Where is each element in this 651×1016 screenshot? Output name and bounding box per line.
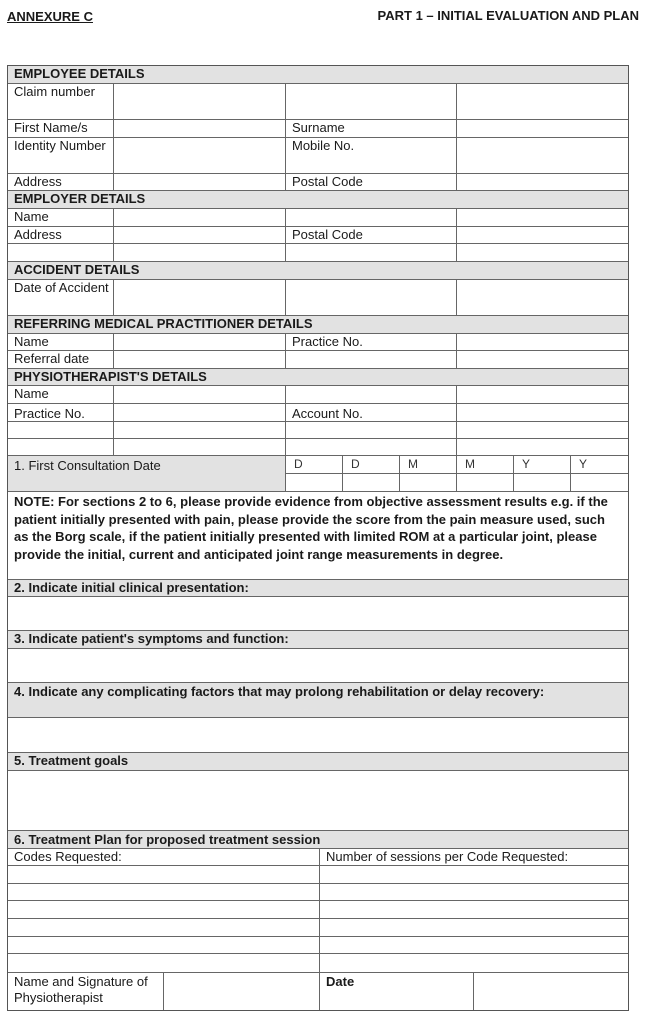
date-day-2-field[interactable] <box>342 474 399 491</box>
note-text: NOTE: For sections 2 to 6, please provide evidence from objective assessment results e.g. if the patient initially presented with pain, please provide the score from the pain measure used, such as the Borg scale, if the patient initially presented with limited ROM at a particular joint, please provide the initial, current and anticipated joint range measurements in degree. <box>14 494 608 562</box>
employer-name-label: Name <box>14 209 49 224</box>
account-no-field[interactable] <box>456 404 628 421</box>
referring-name-row <box>8 334 628 351</box>
section-5-title: 5. Treatment goals <box>14 753 129 768</box>
code-field[interactable] <box>8 937 319 953</box>
date-of-accident-label: Date of Accident <box>14 280 109 295</box>
treatment-plan-header-row <box>8 849 628 866</box>
treatment-plan-row <box>8 866 628 884</box>
code-field[interactable] <box>8 919 319 936</box>
physiotherapist-details-header <box>8 369 628 386</box>
physio-name-field[interactable] <box>113 386 285 403</box>
date-year-2-field[interactable] <box>570 474 628 491</box>
surname-field[interactable] <box>456 120 628 137</box>
referral-date-field-3[interactable] <box>456 351 628 368</box>
date-field[interactable] <box>473 973 628 1010</box>
employer-postal-code-field[interactable] <box>456 227 628 243</box>
section-title: EMPLOYER DETAILS <box>14 191 146 206</box>
codes-requested-label: Codes Requested: <box>14 849 122 864</box>
section-2-answer[interactable] <box>8 597 628 631</box>
referring-practitioner-header <box>8 316 628 334</box>
first-names-label: First Name/s <box>14 120 88 135</box>
section-4-answer[interactable] <box>8 718 628 753</box>
name-signature-field[interactable] <box>163 973 319 1010</box>
sessions-field[interactable] <box>319 954 628 972</box>
physio-blank-field-5[interactable] <box>285 439 456 455</box>
physio-blank-field-2[interactable] <box>285 422 456 438</box>
date-year-1: Y <box>513 456 570 473</box>
section-4-title: 4. Indicate any complicating factors that may prolong rehabilitation or delay recovery: <box>14 684 545 699</box>
referring-practice-no-field[interactable] <box>456 334 628 350</box>
referral-date-label: Referral date <box>14 351 90 366</box>
employer-address-label: Address <box>14 227 62 242</box>
section-title: EMPLOYEE DETAILS <box>14 66 145 81</box>
address-label: Address <box>14 174 62 189</box>
surname-label: Surname <box>285 120 456 137</box>
section-3-answer[interactable] <box>8 649 628 683</box>
employer-blank-field-2[interactable] <box>285 244 456 261</box>
sessions-field[interactable] <box>319 901 628 918</box>
employee-details-header <box>8 66 628 84</box>
section-title: REFERRING MEDICAL PRACTITIONER DETAILS <box>14 316 313 331</box>
date-year-1-field[interactable] <box>513 474 570 491</box>
signature-row <box>8 973 628 1010</box>
physio-blank-row-1 <box>8 422 628 439</box>
date-of-accident-field-3[interactable] <box>456 280 628 315</box>
referring-name-field[interactable] <box>113 334 285 350</box>
code-field[interactable] <box>8 884 319 900</box>
section-title: ACCIDENT DETAILS <box>14 262 140 277</box>
identity-number-label: Identity Number <box>14 138 106 153</box>
accident-details-header <box>8 262 628 280</box>
section-6-title: 6. Treatment Plan for proposed treatment session <box>14 832 321 847</box>
date-year-2: Y <box>570 456 628 473</box>
name-row <box>8 120 628 138</box>
postal-code-label: Postal Code <box>285 174 456 190</box>
section-2-header <box>8 580 628 597</box>
postal-code-field[interactable] <box>456 174 628 190</box>
physio-practice-row <box>8 404 628 422</box>
first-consultation-label-cell <box>8 456 285 491</box>
physio-blank-field-6[interactable] <box>456 439 628 455</box>
date-month-2-field[interactable] <box>456 474 513 491</box>
physio-name-label: Name <box>14 386 49 401</box>
treatment-plan-row <box>8 954 628 973</box>
employer-address-field[interactable] <box>113 227 285 243</box>
treatment-plan-row <box>8 937 628 954</box>
section-5-answer[interactable] <box>8 771 628 831</box>
date-day-1: D <box>285 456 342 473</box>
treatment-plan-row <box>8 919 628 937</box>
date-of-accident-field-2[interactable] <box>285 280 456 315</box>
employer-blank-field-3[interactable] <box>456 244 628 261</box>
physio-blank-field-4[interactable] <box>113 439 285 455</box>
section-3-title: 3. Indicate patient's symptoms and function: <box>14 631 289 646</box>
date-input-strip <box>285 474 628 491</box>
physio-blank-field-3[interactable] <box>456 422 628 438</box>
sessions-field[interactable] <box>319 866 628 883</box>
referring-practice-no-label: Practice No. <box>285 334 456 350</box>
code-field[interactable] <box>8 954 319 972</box>
claim-number-row <box>8 84 628 120</box>
claim-number-field-3[interactable] <box>456 84 628 119</box>
name-signature-label: Name and Signature of Physiotherapist <box>14 974 148 1005</box>
section-2-title: 2. Indicate initial clinical presentation: <box>14 580 249 595</box>
accident-date-row <box>8 280 628 316</box>
date-month-1: M <box>399 456 456 473</box>
employer-address-row <box>8 227 628 244</box>
identity-row <box>8 138 628 174</box>
employer-name-row <box>8 209 628 227</box>
section-5-header <box>8 753 628 771</box>
employer-details-header <box>8 191 628 209</box>
physio-blank-row-2 <box>8 439 628 456</box>
physio-name-row <box>8 386 628 404</box>
section-4-header <box>8 683 628 718</box>
address-field[interactable] <box>113 174 285 190</box>
date-month-2: M <box>456 456 513 473</box>
code-field[interactable] <box>8 901 319 918</box>
physio-practice-no-label: Practice No. <box>14 406 85 421</box>
employee-address-row <box>8 174 628 191</box>
mobile-no-field[interactable] <box>456 138 628 173</box>
claim-number-field-2[interactable] <box>285 84 456 119</box>
employer-blank-row <box>8 244 628 262</box>
identity-number-field[interactable] <box>113 138 285 173</box>
physio-practice-no-field[interactable] <box>113 404 285 421</box>
employer-blank-field[interactable] <box>113 244 285 261</box>
date-of-accident-field[interactable] <box>113 280 285 315</box>
date-format-strip <box>285 456 628 474</box>
evaluation-form <box>7 65 629 1011</box>
sessions-field[interactable] <box>319 919 628 936</box>
sessions-field[interactable] <box>319 937 628 953</box>
employer-name-field-2[interactable] <box>285 209 456 226</box>
code-field[interactable] <box>8 866 319 883</box>
part-title: PART 1 – INITIAL EVALUATION AND PLAN <box>377 8 639 23</box>
note-block <box>8 492 628 580</box>
first-consultation-label: 1. First Consultation Date <box>14 458 161 473</box>
sessions-field[interactable] <box>319 884 628 900</box>
referral-date-row <box>8 351 628 369</box>
first-names-field[interactable] <box>113 120 285 137</box>
treatment-plan-row <box>8 884 628 901</box>
first-consultation-row <box>8 456 628 492</box>
sessions-per-code-label: Number of sessions per Code Requested: <box>319 849 628 865</box>
physio-name-field-2[interactable] <box>285 386 456 403</box>
date-month-1-field[interactable] <box>399 474 456 491</box>
referral-date-field[interactable] <box>113 351 285 368</box>
mobile-no-label: Mobile No. <box>285 138 456 173</box>
physio-name-field-3[interactable] <box>456 386 628 403</box>
employer-postal-code-label: Postal Code <box>285 227 456 243</box>
section-6-header <box>8 831 628 849</box>
referral-date-field-2[interactable] <box>285 351 456 368</box>
employer-name-field[interactable] <box>113 209 285 226</box>
date-label: Date <box>319 973 473 1010</box>
section-3-header <box>8 631 628 649</box>
treatment-plan-row <box>8 901 628 919</box>
employer-name-field-3[interactable] <box>456 209 628 226</box>
claim-number-field[interactable] <box>113 84 285 119</box>
physio-blank-field[interactable] <box>113 422 285 438</box>
date-day-2: D <box>342 456 399 473</box>
account-no-label: Account No. <box>285 404 456 421</box>
annexure-label: ANNEXURE C <box>7 9 93 24</box>
section-title: PHYSIOTHERAPIST'S DETAILS <box>14 369 207 384</box>
date-day-1-field[interactable] <box>285 474 342 491</box>
claim-number-label: Claim number <box>14 84 95 99</box>
referring-name-label: Name <box>14 334 49 349</box>
